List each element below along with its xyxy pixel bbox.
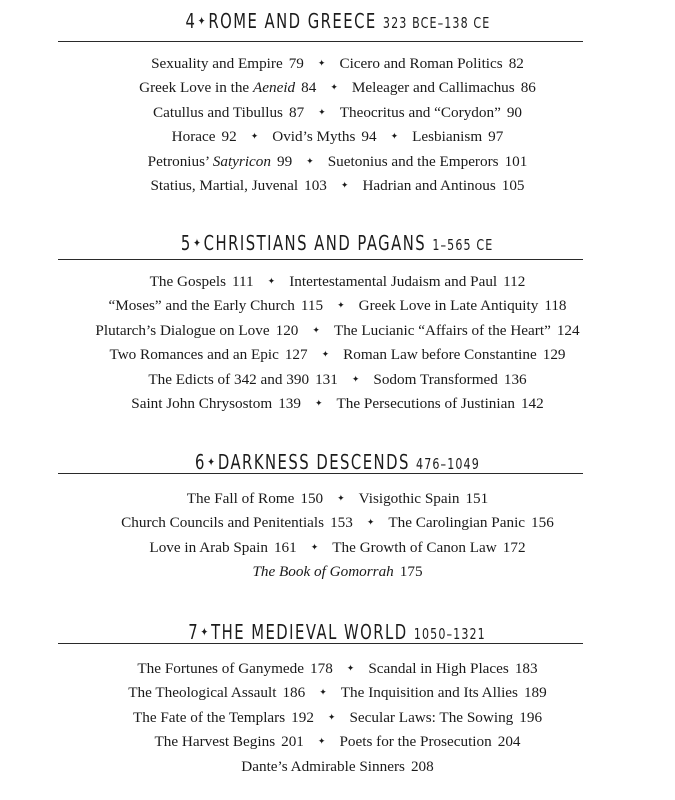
toc-line	[0, 657, 675, 681]
chapter-title: CHRISTIANS AND PAGANS	[204, 231, 427, 255]
chapter-entries	[0, 487, 675, 585]
entry-page-number: 129	[542, 346, 566, 364]
chapter-heading	[0, 449, 675, 475]
heading-dot-icon: ✦	[197, 14, 207, 28]
toc-entry	[133, 709, 314, 726]
toc-entry	[332, 539, 525, 556]
separator-star-icon: ✦	[327, 711, 336, 722]
toc-line	[0, 392, 675, 416]
entry-page-number: 112	[503, 273, 526, 290]
entry-title: Cicero and Roman Politics	[339, 55, 503, 72]
entry-title-italic: Aeneid	[252, 79, 296, 97]
toc-entry	[121, 514, 353, 531]
entry-title: Suetonius and the Emperors	[327, 152, 499, 170]
entry-title: Meleager and Callimachus	[351, 79, 515, 97]
entry-title: Greek Love in the	[139, 79, 253, 97]
entry-title: The Theological Assault	[128, 684, 277, 702]
separator-star-icon: ✦	[318, 106, 326, 117]
heading-rule	[58, 643, 583, 644]
entry-title: Sexuality and Empire	[151, 55, 283, 72]
entry-page-number: 178	[310, 660, 333, 677]
entry-title: Lesbianism	[412, 128, 483, 146]
separator-star-icon: ✦	[337, 300, 345, 311]
entry-title: Catullus and Tibullus	[153, 103, 283, 121]
entry-page-number: 127	[284, 346, 308, 364]
chapter-title: THE MEDIEVAL WORLD	[211, 620, 409, 644]
entry-title-italic: The Book of Gomorrah	[252, 563, 394, 581]
toc-entry	[109, 346, 307, 363]
toc-entry	[388, 514, 553, 531]
toc-entry	[340, 104, 522, 121]
toc-entry	[362, 177, 524, 194]
separator-star-icon: ✦	[319, 687, 327, 698]
entry-page-number: 183	[514, 660, 538, 677]
chapter-number: 4	[185, 9, 196, 33]
entry-page-number: 172	[502, 538, 526, 556]
entry-page-number: 90	[506, 103, 522, 121]
entry-page-number: 189	[523, 684, 547, 702]
chapter-heading	[0, 8, 675, 34]
entry-title: The Gospels	[149, 273, 226, 290]
entry-title: The Persecutions of Justinian	[336, 394, 515, 412]
heading-rule	[58, 41, 583, 42]
toc-entry	[153, 104, 304, 121]
separator-star-icon: ✦	[306, 155, 314, 166]
entry-title: Greek Love in Late Antiquity	[358, 297, 539, 315]
chapter-6	[0, 449, 675, 581]
entry-title: Petronius’	[147, 152, 213, 170]
toc-entry	[108, 297, 323, 314]
entry-page-number: 101	[504, 152, 528, 170]
separator-star-icon: ✦	[317, 58, 326, 68]
entry-page-number: 175	[399, 563, 423, 581]
separator-star-icon: ✦	[314, 397, 323, 408]
entry-title: Hadrian and Antinous	[362, 176, 496, 194]
entry-page-number: 111	[232, 273, 254, 290]
chapter-5	[0, 230, 675, 412]
toc-line	[0, 730, 675, 754]
chapter-heading	[0, 619, 675, 645]
separator-star-icon: ✦	[340, 179, 349, 190]
toc-line	[0, 101, 675, 125]
separator-star-icon: ✦	[310, 541, 319, 552]
toc-entry	[368, 660, 537, 677]
entry-title: The Carolingian Panic	[388, 514, 526, 532]
heading-rule	[58, 473, 583, 474]
entry-title: Horace	[171, 128, 216, 146]
toc-line	[0, 319, 675, 343]
chapter-7	[0, 619, 675, 775]
toc-entry	[131, 395, 301, 412]
entry-title: Theocritus and “Corydon”	[339, 103, 501, 121]
chapter-dates: 1050–1321	[414, 625, 487, 643]
entry-title-italic: Satyricon	[212, 152, 271, 170]
chapter-dates: 476–1049	[416, 455, 480, 473]
entry-title: Dante’s Admirable Sinners	[241, 757, 405, 775]
toc-entry	[187, 490, 323, 507]
entry-page-number: 94	[361, 128, 377, 146]
entry-title: Statius, Martial, Juvenal	[150, 176, 299, 194]
entry-page-number: 105	[501, 176, 525, 194]
separator-star-icon: ✦	[390, 131, 399, 142]
separator-star-icon: ✦	[346, 663, 355, 673]
chapter-4	[0, 8, 675, 194]
entry-page-number: 103	[304, 176, 327, 194]
entry-page-number: 186	[282, 684, 306, 702]
toc-line	[0, 174, 675, 198]
heading-dot-icon: ✦	[207, 455, 217, 469]
entry-page-number: 142	[520, 394, 544, 412]
toc-line	[0, 368, 675, 392]
toc-line	[0, 755, 675, 779]
toc-entry	[339, 733, 520, 750]
toc-entry	[328, 153, 528, 170]
chapter-title: ROME AND GREECE	[207, 9, 377, 33]
toc-entry	[148, 153, 293, 170]
entry-title: The Harvest Begins	[154, 733, 276, 751]
toc-entry	[359, 490, 489, 507]
toc-line	[0, 487, 675, 511]
separator-star-icon: ✦	[312, 324, 320, 335]
entry-page-number: 139	[278, 394, 301, 412]
chapter-title: DARKNESS DESCENDS	[217, 450, 410, 474]
toc-line	[0, 270, 675, 294]
entry-title: Roman Law before Constantine	[343, 346, 537, 364]
chapter-dates: 1–565 CE	[432, 236, 494, 254]
entry-page-number: 87	[288, 103, 305, 121]
entry-title: “Moses” and the Early Church	[108, 297, 295, 315]
toc-entry	[334, 322, 580, 339]
toc-entry	[412, 128, 503, 145]
entry-page-number: 204	[497, 733, 521, 751]
entry-page-number: 136	[503, 370, 527, 388]
chapter-number: 5	[181, 231, 193, 255]
separator-star-icon: ✦	[250, 131, 259, 142]
toc-entry	[241, 758, 433, 775]
separator-star-icon: ✦	[267, 276, 276, 286]
entry-title: The Inquisition and Its Allies	[340, 684, 518, 702]
entry-page-number: 161	[273, 538, 297, 556]
separator-star-icon: ✦	[366, 517, 375, 528]
entry-page-number: 153	[330, 514, 353, 532]
entry-title: Poets for the Prosecution	[339, 733, 492, 751]
toc-entry	[137, 660, 332, 677]
entry-page-number: 86	[520, 79, 536, 97]
chapter-heading	[0, 230, 675, 256]
entry-title: Visigothic Spain	[358, 490, 460, 507]
chapter-number: 6	[195, 450, 206, 474]
entry-title: Scandal in High Places	[368, 660, 509, 677]
toc-entry	[341, 684, 547, 701]
entry-page-number: 79	[288, 55, 304, 72]
toc-line	[0, 343, 675, 367]
toc-entry	[373, 371, 526, 388]
toc-line	[0, 76, 675, 100]
toc-line	[0, 150, 675, 174]
toc-entry	[252, 563, 422, 580]
entry-page-number: 196	[519, 708, 543, 726]
toc-line	[0, 511, 675, 535]
toc-entry	[148, 371, 337, 388]
toc-entry	[128, 684, 305, 701]
entry-title: Plutarch’s Dialogue on Love	[95, 321, 270, 339]
toc-entry	[139, 79, 316, 96]
entry-page-number: 208	[410, 757, 434, 775]
heading-dot-icon: ✦	[201, 625, 211, 639]
entry-page-number: 192	[291, 708, 314, 726]
entry-title: Secular Laws: The Sowing	[349, 708, 514, 726]
entry-page-number: 82	[508, 55, 524, 72]
entry-title: Intertestamental Judaism and Paul	[289, 273, 498, 290]
entry-title: The Growth of Canon Law	[332, 538, 497, 556]
chapter-entries	[0, 52, 675, 198]
entry-page-number: 115	[300, 297, 324, 315]
entry-page-number: 97	[488, 128, 504, 146]
separator-star-icon: ✦	[351, 373, 360, 384]
toc-entry	[149, 539, 296, 556]
separator-star-icon: ✦	[337, 493, 345, 503]
entry-page-number: 156	[531, 514, 554, 532]
toc-entry	[172, 128, 237, 145]
entry-title: The Edicts of 342 and 390	[148, 370, 310, 388]
toc-entry	[150, 177, 326, 194]
entry-title: Ovid’s Myths	[272, 128, 356, 146]
toc-entry	[272, 128, 376, 145]
toc-line	[0, 536, 675, 560]
entry-page-number: 120	[275, 321, 299, 339]
toc-entry	[349, 709, 542, 726]
heading-rule	[58, 259, 583, 260]
toc-line	[0, 52, 675, 76]
entry-page-number: 201	[281, 733, 304, 751]
toc-entry	[289, 273, 525, 290]
toc-line	[0, 294, 675, 318]
toc-entry	[337, 395, 544, 412]
entry-page-number: 84	[301, 79, 317, 97]
separator-star-icon: ✦	[317, 736, 326, 747]
entry-title: Saint John Chrysostom	[131, 394, 273, 412]
chapter-number: 7	[188, 620, 200, 644]
toc-line	[0, 560, 675, 584]
toc-line	[0, 681, 675, 705]
toc-entry	[339, 55, 523, 72]
chapter-entries	[0, 657, 675, 779]
entry-title: The Fate of the Templars	[132, 708, 286, 726]
entry-page-number: 150	[300, 490, 324, 507]
entry-page-number: 118	[544, 297, 567, 315]
entry-page-number: 124	[556, 321, 580, 339]
entry-page-number: 92	[221, 128, 237, 146]
entry-page-number: 151	[465, 490, 489, 507]
entry-title: Sodom Transformed	[373, 370, 498, 388]
toc-entry	[95, 322, 298, 339]
toc-line	[0, 706, 675, 730]
entry-page-number: 99	[276, 152, 293, 170]
entry-page-number: 131	[315, 370, 338, 388]
toc-entry	[352, 79, 536, 96]
heading-dot-icon: ✦	[193, 236, 203, 250]
toc-line	[0, 125, 675, 149]
entry-title: The Fall of Rome	[186, 490, 295, 507]
entry-title: The Lucianic “Affairs of the Heart”	[333, 321, 551, 339]
chapter-dates: 323 BCE–138 CE	[382, 14, 490, 32]
entry-title: The Fortunes of Ganymede	[137, 660, 305, 677]
toc-entry	[343, 346, 565, 363]
entry-title: Love in Arab Spain	[149, 538, 268, 556]
toc-entry	[150, 273, 254, 290]
toc-entry	[359, 297, 567, 314]
chapter-entries	[0, 270, 675, 416]
separator-star-icon: ✦	[330, 82, 338, 93]
entry-title: Church Councils and Penitentials	[121, 514, 325, 532]
entry-title: Two Romances and an Epic	[109, 346, 279, 364]
toc-entry	[154, 733, 303, 750]
separator-star-icon: ✦	[321, 349, 330, 360]
toc-entry	[151, 55, 304, 72]
